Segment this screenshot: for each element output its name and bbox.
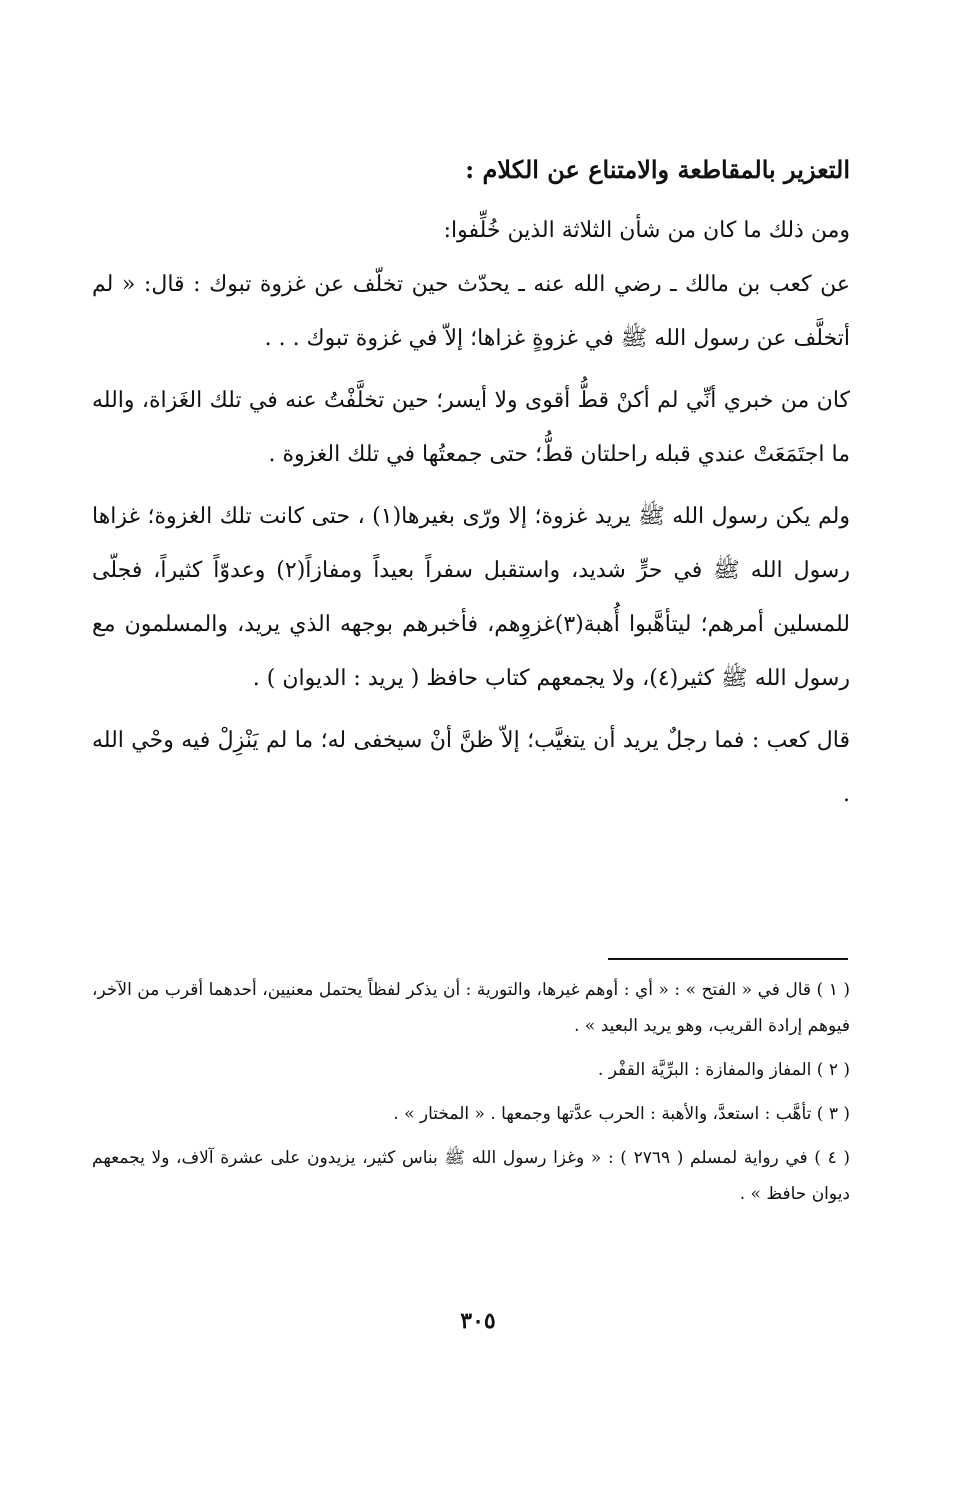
footnotes: [92, 972, 850, 1220]
main-text: [92, 150, 850, 830]
narration-paragraph: كان من خبري أنِّي لم أكنْ قطُّ أقوى ولا أيسر؛ حين تخلَّفْتُ عنه في تلك الغَزاة، والله ما اجتَمَعَتْ عندي قبله راحلتان قطُّ؛ حتى جمعتُها في تلك الغزوة .: [92, 388, 850, 467]
footnote-divider: [608, 958, 848, 960]
section-heading: التعزير بالمقاطعة والامتناع عن الكلام :: [465, 155, 850, 184]
narration-paragraph: قال كعب : فما رجلٌ يريد أن يتغيَّب؛ إلاّ ظنَّ أنْ سيخفى له؛ ما لم يَنْزِلْ فيه وحْي الله .: [92, 728, 850, 807]
intro-paragraph: ومن ذلك ما كان من شأن الثلاثة الذين خُلِّفوا:: [443, 218, 850, 243]
hadith-paragraph: عن كعب بن مالك ـ رضي الله عنه ـ يحدّث حين تخلّف عن غزوة تبوك : قال: « لم أتخلَّف عن رسول الله ﷺ في غزوةٍ غزاها؛ إلاّ في غزوة تبوك . . .: [92, 272, 850, 351]
footnote: ( ١ ) قال في « الفتح » : « أي : أوهم غيرها، والتورية : أن يذكر لفظاً يحتمل معنيين، أحدهما أقرب من الآخر، فيوهم إرادة القريب، وهو يريد البعيد » .: [92, 980, 850, 1036]
footnote: ( ٤ ) في رواية لمسلم ( ٢٧٦٩ ) : « وغزا رسول الله ﷺ بناس كثير، يزيدون على عشرة آلاف، ولا يجمعهم ديوان حافظ » .: [92, 1148, 850, 1204]
footnote: ( ٣ ) تأهَّب : استعدَّ، والأهبة : الحرب عدَّتها وجمعها . « المختار » .: [393, 1104, 850, 1124]
narration-paragraph: ولم يكن رسول الله ﷺ يريد غزوة؛ إلا ورّى بغيرها(١) ، حتى كانت تلك الغزوة؛ غزاها رسول الله ﷺ في حرٍّ شديد، واستقبل سفراً بعيداً ومفازاً(٢) وعدوّاً كثيراً، فجلّى للمسلين أمرهم؛ ليتأهَّبوا أُهبة(٣)غزوِهم، فأخبرهم بوجهه الذي يريد، والمسلمون مع رسول الله ﷺ كثير(٤)، ولا يجمعهم كتاب حافظ ( يريد : الديوان ) .: [92, 504, 851, 691]
footnote: ( ٢ ) المفاز والمفازة : البرِّيَّة القفْر .: [597, 1060, 850, 1080]
page-number: ٣٠٥: [460, 1308, 496, 1334]
